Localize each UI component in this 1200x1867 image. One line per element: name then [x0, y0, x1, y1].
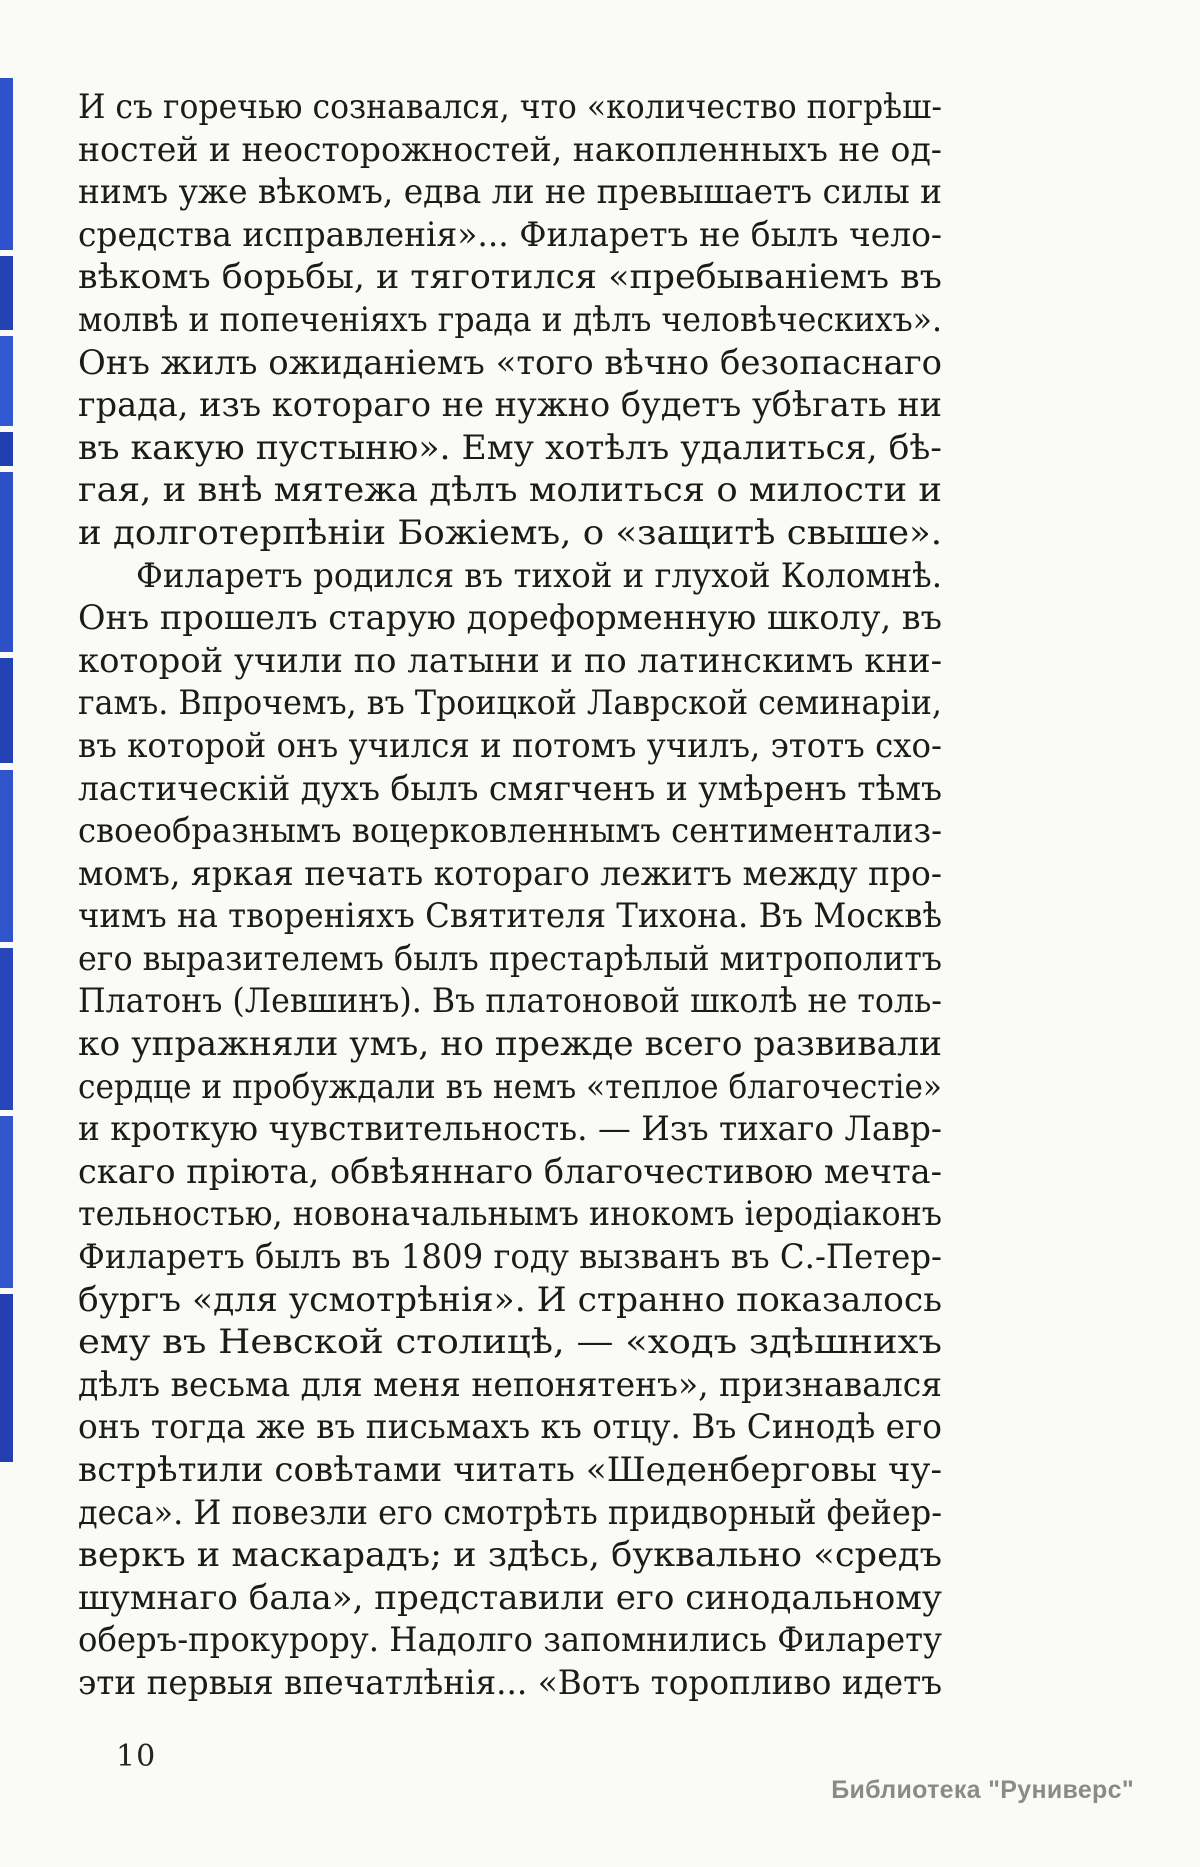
- text-line: Филаретъ родился въ тихой и глухой Коломнѣ.: [136, 555, 942, 595]
- scan-edge-mark: [0, 78, 13, 250]
- text-line: ластическій духъ былъ смягченъ и умѣренъ тѣмъ: [78, 768, 942, 808]
- text-line: которой учили по латыни и по латинскимъ кни-: [78, 640, 942, 680]
- text-line: ностей и неосторожностей, накопленныхъ не од-: [78, 129, 942, 169]
- text-line: деса». И повезли его смотрѣть придворный фейер-: [78, 1492, 942, 1532]
- text-line: встрѣтили совѣтами читать «Шеденберговы чу-: [78, 1450, 942, 1489]
- text-line: его выразителемъ былъ престарѣлый митрополитъ: [78, 938, 942, 978]
- scan-edge-mark: [0, 432, 13, 466]
- text-line: и долготерпѣніи Божіемъ, о «защитѣ свыше».: [78, 512, 942, 552]
- text-line: и кроткую чувствительность. — Изъ тихаго Лавр-: [78, 1109, 942, 1149]
- text-line: ему въ Невской столицѣ, — «ходъ здѣшнихъ: [78, 1322, 943, 1362]
- text-line: веркъ и маскарадъ; и здѣсь, буквально «средъ: [78, 1535, 942, 1575]
- text-line: момъ, яркая печать котораго лежитъ между про-: [78, 853, 942, 893]
- text-line: молвѣ и попеченіяхъ града и дѣлъ человѣческихъ».: [78, 299, 942, 339]
- text-line: вѣкомъ борьбы, и тяготился «пребываніемъ въ: [78, 257, 942, 297]
- text-line: онъ тогда же въ письмахъ къ отцу. Въ Синодѣ его: [78, 1407, 942, 1447]
- scan-edge-mark: [0, 472, 13, 652]
- text-line: Онъ прошелъ старую дореформенную школу, въ: [78, 598, 942, 638]
- text-line: нимъ уже вѣкомъ, едва ли не превышаетъ силы и: [78, 172, 942, 212]
- text-line: бургъ «для усмотрѣнія». И странно показалось: [78, 1279, 943, 1319]
- text-line: чимъ на твореніяхъ Святителя Тихона. Въ Москвѣ: [78, 896, 942, 936]
- text-line: дѣлъ весьма для меня непонятенъ», признавался: [78, 1364, 942, 1404]
- text-line: скаго пріюта, обвѣяннаго благочестивою мечта-: [78, 1151, 942, 1191]
- text-line: Платонъ (Левшинъ). Въ платоновой школѣ не толь-: [78, 981, 942, 1021]
- text-line: И съ горечью сознавался, что «количество погрѣш-: [78, 87, 942, 126]
- text-line: средства исправленія»... Филаретъ не былъ чело-: [78, 214, 942, 254]
- scan-edge-mark: [0, 1294, 13, 1462]
- scan-edge-mark: [0, 1116, 13, 1288]
- text-line: тельностью, новоначальнымъ инокомъ іеродіаконъ: [78, 1194, 942, 1234]
- text-line: шумнаго бала», представили его синодальному: [78, 1577, 943, 1617]
- text-line: эти первыя впечатлѣнія... «Вотъ торопливо идетъ: [78, 1662, 942, 1702]
- scan-edge-mark: [0, 948, 13, 1110]
- text-line: града, изъ котораго не нужно будетъ убѣгать ни: [78, 385, 942, 425]
- scan-edge-mark: [0, 256, 13, 330]
- page-number: 10: [116, 1739, 157, 1774]
- text-line: Онъ жилъ ожиданіемъ «того вѣчно безопаснаго: [78, 342, 942, 382]
- text-line: Филаретъ былъ въ 1809 году вызванъ въ С.-Петер-: [78, 1237, 942, 1277]
- text-block: [78, 86, 942, 1705]
- text-line: въ какую пустыню». Ему хотѣлъ удалиться, бѣ-: [78, 427, 943, 467]
- text-line: въ которой онъ учился и потомъ училъ, этотъ схо-: [78, 725, 942, 765]
- text-line: сердце и пробуждали въ немъ «теплое благочестіе»: [78, 1066, 942, 1106]
- text-line: гамъ. Впрочемъ, въ Троицкой Лаврской семинаріи,: [78, 683, 942, 723]
- scan-edge-mark: [0, 770, 13, 942]
- text-line: оберъ-прокурору. Надолго запомнились Филарету: [78, 1620, 942, 1660]
- text-line: ко упражняли умъ, но прежде всего развивали: [78, 1024, 942, 1064]
- scan-edge-mark: [0, 336, 13, 426]
- scan-edge-mark: [0, 658, 13, 763]
- library-watermark: Библиотека "Руниверс": [831, 1776, 1134, 1804]
- text-line: своеобразнымъ воцерковленнымъ сентиментализ-: [78, 811, 942, 851]
- scan-edge-marks: [0, 0, 14, 1867]
- text-line: гая, и внѣ мятежа дѣлъ молиться о милости и: [78, 470, 942, 510]
